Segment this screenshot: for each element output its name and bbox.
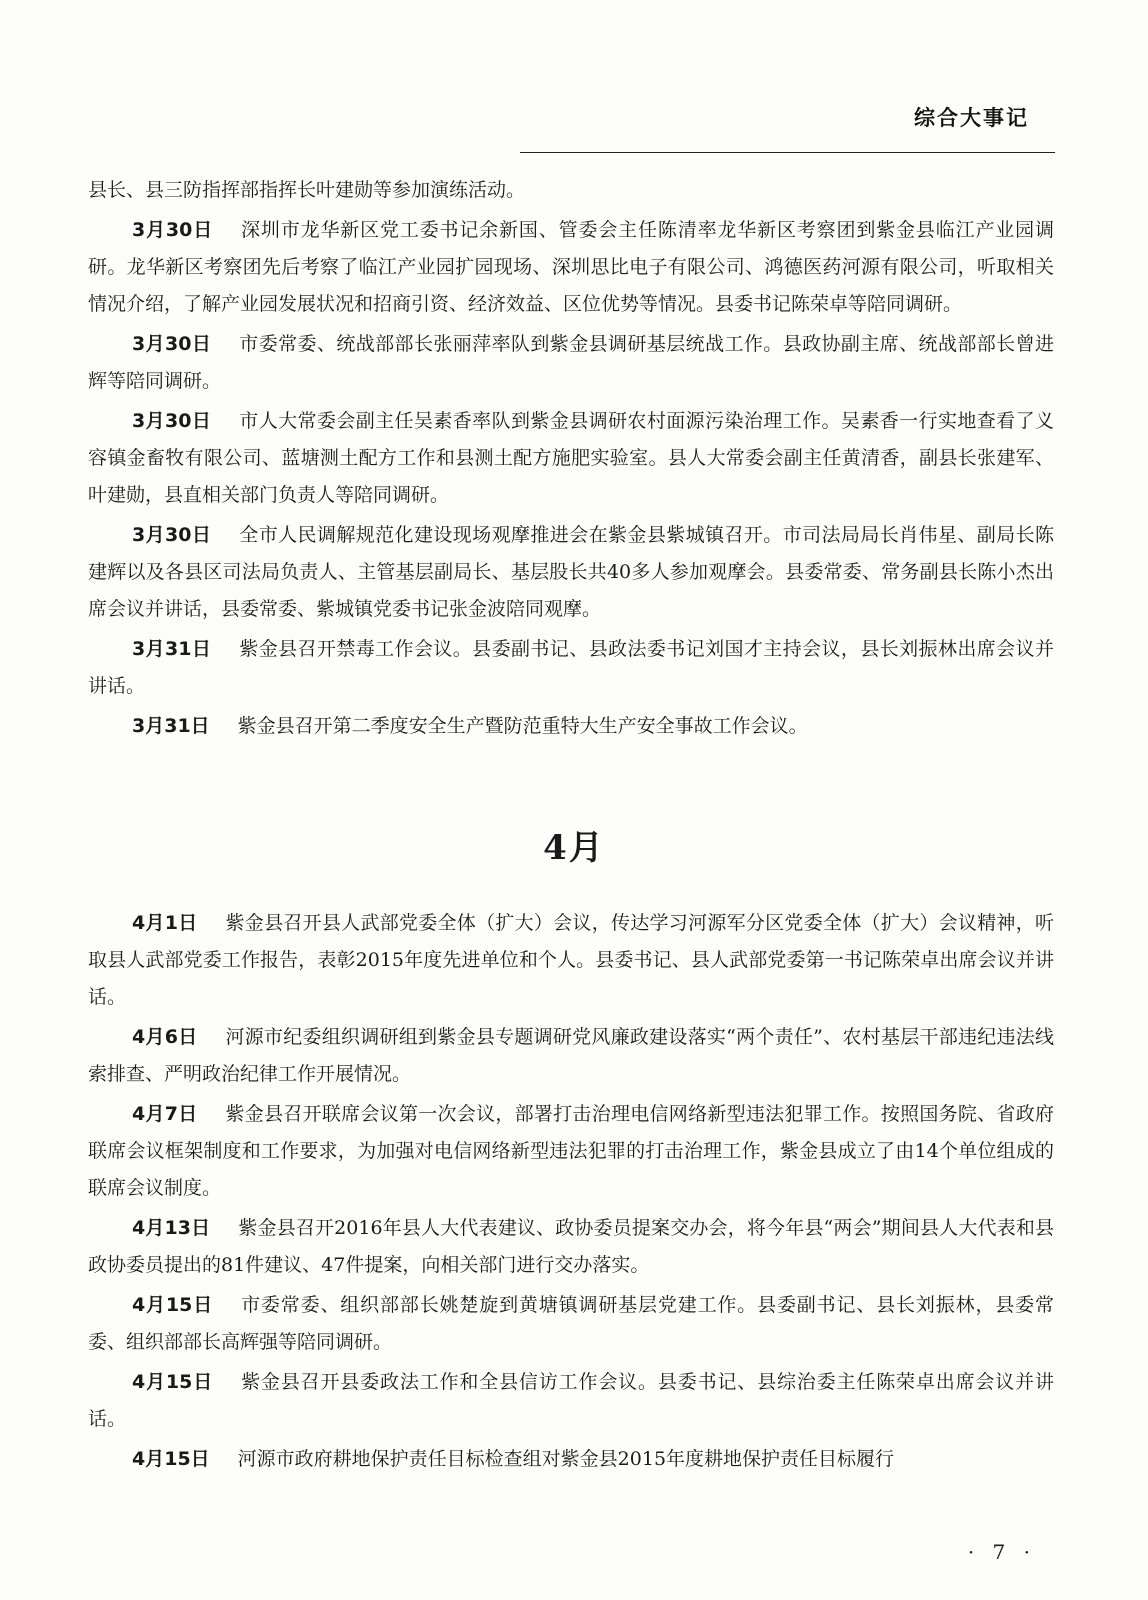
event-text: 紫金县召开第二季度安全生产暨防范重特大生产安全事故工作会议。 [237, 715, 808, 737]
event-text: 紫金县召开2016年县人大代表建议、政协委员提案交办会，将今年县“两会”期间县人大代表和县政协委员提出的81件建议、47件提案，向相关部门进行交办落实。 [88, 1217, 1054, 1276]
event-text: 市委常委、统战部部长张丽萍率队到紫金县调研基层统战工作。县政协副主席、统战部部长曾进辉等陪同调研。 [88, 333, 1054, 392]
event-text: 市委常委、组织部部长姚楚旋到黄塘镇调研基层党建工作。县委副书记、县长刘振林，县委常委、组织部部长高辉强等陪同调研。 [88, 1294, 1054, 1353]
event-entry [88, 517, 1054, 628]
event-text: 紫金县召开县人武部党委全体（扩大）会议，传达学习河源军分区党委全体（扩大）会议精神，听取县人武部党委工作报告，表彰2015年度先进单位和个人。县委书记、县人武部党委第一书记陈荣卓出席会议并讲话。 [88, 912, 1054, 1008]
event-text: 深圳市龙华新区党工委书记余新国、管委会主任陈清率龙华新区考察团到紫金县临江产业园调研。龙华新区考察团先后考察了临江产业园扩园现场、深圳思比电子有限公司、鸿德医药河源有限公司，听取相关情况介绍，了解产业园发展状况和招商引资、经济效益、区位优势等情况。县委书记陈荣卓等陪同调研。 [88, 219, 1054, 315]
event-text: 市人大常委会副主任吴素香率队到紫金县调研农村面源污染治理工作。吴素香一行实地查看了义容镇金畜牧有限公司、蓝塘测土配方工作和县测土配方施肥实验室。县人大常委会副主任黄清香，副县长张建军、叶建勋，县直相关部门负责人等陪同调研。 [88, 410, 1054, 506]
march-entries [88, 172, 1054, 748]
event-entry [88, 1019, 1054, 1093]
event-date: 3月31日 [132, 715, 210, 737]
event-text: 河源市纪委组织调研组到紫金县专题调研党风廉政建设落实“两个责任”、农村基层干部违纪违法线索排查、严明政治纪律工作开展情况。 [88, 1026, 1054, 1085]
event-date: 4月15日 [132, 1448, 210, 1470]
event-date: 3月30日 [132, 333, 212, 355]
page-header [520, 90, 1055, 153]
event-entry [88, 1096, 1054, 1207]
event-text: 全市人民调解规范化建设现场观摩推进会在紫金县紫城镇召开。市司法局局长肖伟星、副局长陈建辉以及各县区司法局负责人、主管基层副局长、基层股长共40多人参加观摩会。县委常委、常务副县长陈小杰出席会议并讲话，县委常委、紫城镇党委书记张金波陪同观摩。 [88, 524, 1054, 620]
event-entry [88, 631, 1054, 705]
event-date: 4月15日 [132, 1371, 214, 1393]
event-date: 3月30日 [132, 524, 212, 546]
event-entry [88, 708, 1054, 745]
event-entry [88, 1364, 1054, 1438]
event-date: 3月30日 [132, 410, 212, 432]
event-text: 紫金县召开县委政法工作和全县信访工作会议。县委书记、县综治委主任陈荣卓出席会议并讲话。 [88, 1371, 1054, 1430]
event-entry [88, 1287, 1054, 1361]
event-date: 4月15日 [132, 1294, 214, 1316]
event-entry [88, 1210, 1054, 1284]
event-date: 4月7日 [132, 1103, 198, 1125]
event-entry [88, 905, 1054, 1016]
page-number: · 7 · [967, 1540, 1036, 1564]
event-date: 4月13日 [132, 1217, 211, 1239]
event-text: 紫金县召开联席会议第一次会议，部署打击治理电信网络新型违法犯罪工作。按照国务院、省政府联席会议框架制度和工作要求，为加强对电信网络新型违法犯罪的打击治理工作，紫金县成立了由14个单位组成的联席会议制度。 [88, 1103, 1054, 1199]
event-text: 紫金县召开禁毒工作会议。县委副书记、县政法委书记刘国才主持会议，县长刘振林出席会议并讲话。 [88, 638, 1054, 697]
event-date: 4月1日 [132, 912, 198, 934]
april-entries [88, 905, 1054, 1481]
event-entry [88, 1441, 1054, 1478]
event-date: 3月30日 [132, 219, 214, 241]
running-header-title: 综合大事记 [914, 106, 1029, 130]
event-date: 4月6日 [132, 1026, 198, 1048]
event-entry [88, 212, 1054, 323]
event-entry [88, 326, 1054, 400]
event-text: 县长、县三防指挥部指挥长叶建勋等参加演练活动。 [88, 179, 526, 201]
month-heading: 4月 [543, 828, 605, 868]
event-entry [88, 172, 1054, 209]
event-entry [88, 403, 1054, 514]
event-text: 河源市政府耕地保护责任目标检查组对紫金县2015年度耕地保护责任目标履行 [237, 1448, 895, 1470]
event-date: 3月31日 [132, 638, 212, 660]
